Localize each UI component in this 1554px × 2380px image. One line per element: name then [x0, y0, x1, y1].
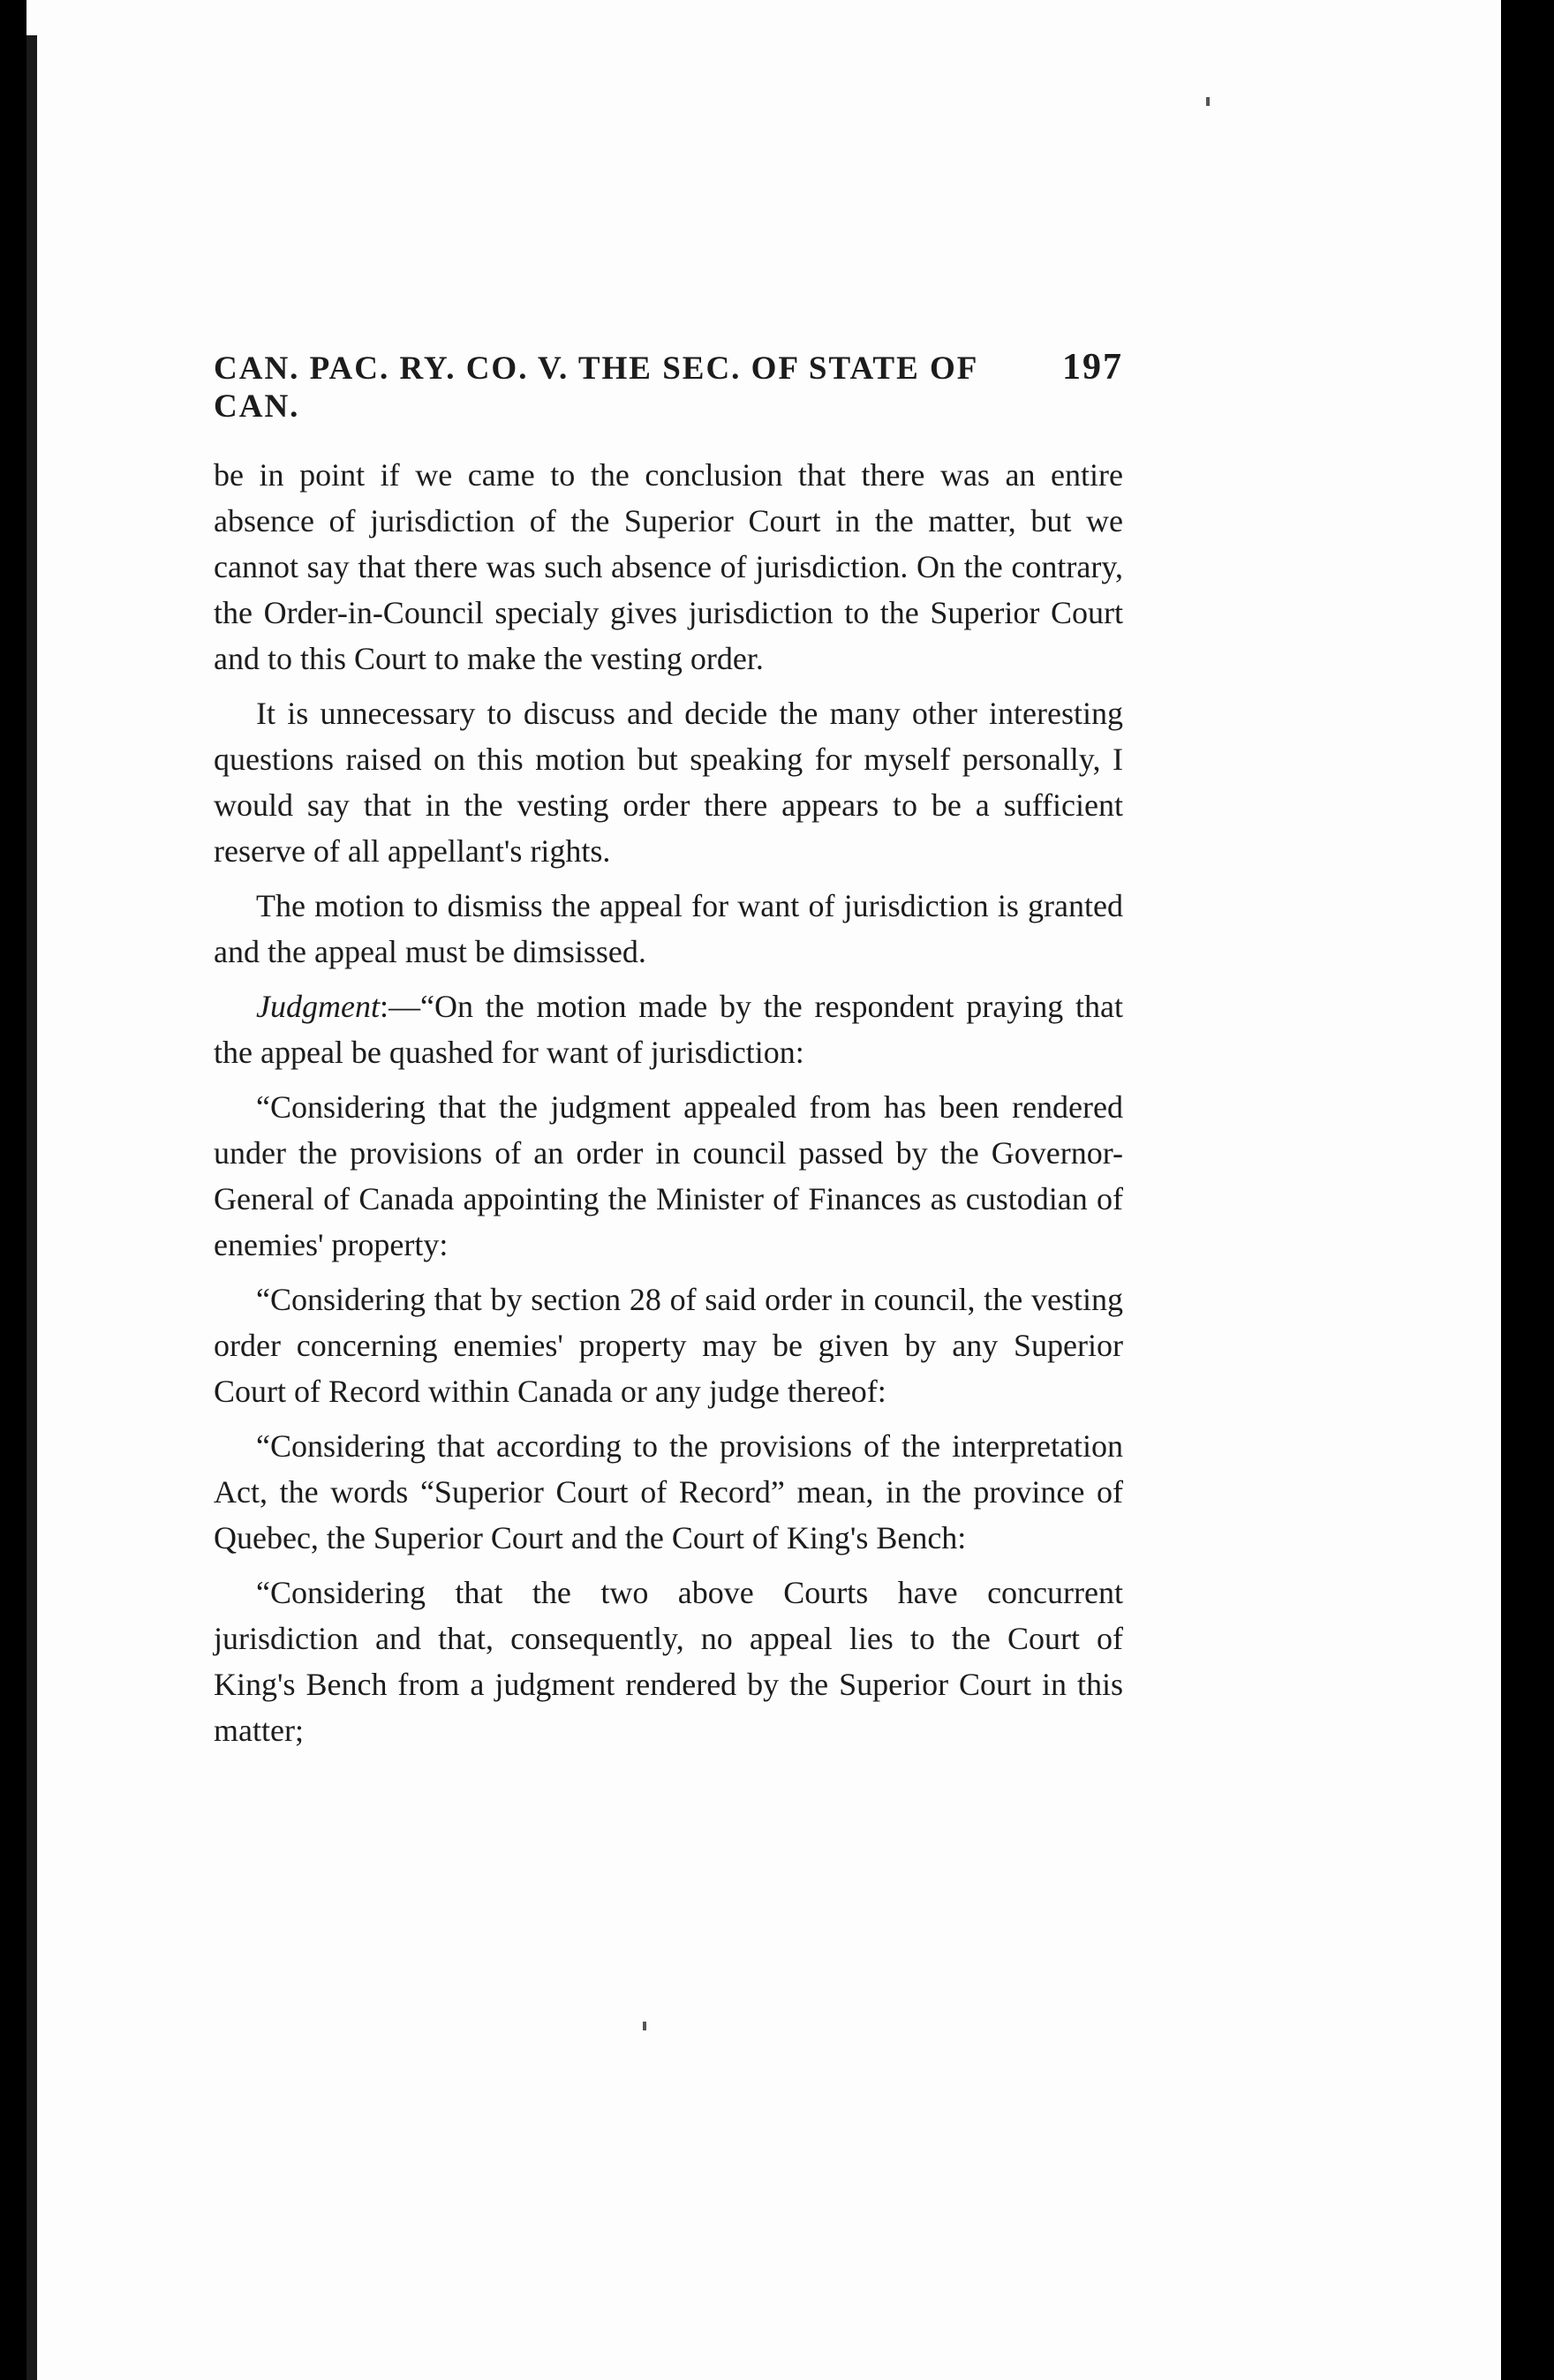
- running-head-title: CAN. PAC. RY. CO. V. THE SEC. OF STATE OF CAN.: [214, 350, 978, 425]
- scan-speck: [1206, 97, 1210, 106]
- judgment-label: Judgment: [256, 989, 380, 1024]
- paragraph: It is unnecessary to discuss and decide the many other interesting questions raised on this motion but speaking for myself personally, I would say that in the vesting order there appears to be a sufficient reserve of all appellant's rights.: [214, 696, 1123, 869]
- considering-paragraph: “Considering that the judgment appealed from has been rendered under the provisions of an order in council passed by the Governor-General of Canada appointing the Minister of Finances as custodian of enemies' property:: [214, 1089, 1123, 1262]
- considering-paragraph: “Considering that by section 28 of said order in council, the vesting order concerning enemies' property may be given by any Superior Court of Record within Canada or any judge thereof:: [214, 1282, 1123, 1409]
- running-head: [214, 346, 1123, 426]
- page-number: 197: [1062, 347, 1123, 388]
- page-gutter: [26, 35, 37, 2380]
- right-shadow: [1501, 0, 1554, 2380]
- scan-speck: [643, 2022, 646, 2030]
- considering-paragraph: “Considering that the two above Courts have concurrent jurisdiction and that, consequently, no appeal lies to the Court of King's Bench from a judgment rendered by the Superior Court in this matter;: [214, 1575, 1123, 1748]
- judgment-paragraph: [214, 983, 1123, 1075]
- paragraph-continued: be in point if we came to the conclusion that there was an entire absence of jurisdiction of the Superior Court in the matter, but we cannot say that there was such absence of jurisdiction. On the contrary, the Order-in-Council specialy gives jurisdiction to the Superior Court and to this Court to make the vesting order.: [214, 457, 1123, 676]
- judgment-text: :—“On the motion made by the respondent praying that the appeal be quashed for want of jurisdiction:: [214, 989, 1123, 1070]
- considering-paragraph: “Considering that according to the provisions of the interpretation Act, the words “Superior Court of Record” mean, in the province of Quebec, the Superior Court and the Court of King's Bench:: [214, 1428, 1123, 1555]
- page-content: [214, 346, 1123, 1762]
- paragraph: The motion to dismiss the appeal for want of jurisdiction is granted and the appeal must be dimsissed.: [214, 888, 1123, 969]
